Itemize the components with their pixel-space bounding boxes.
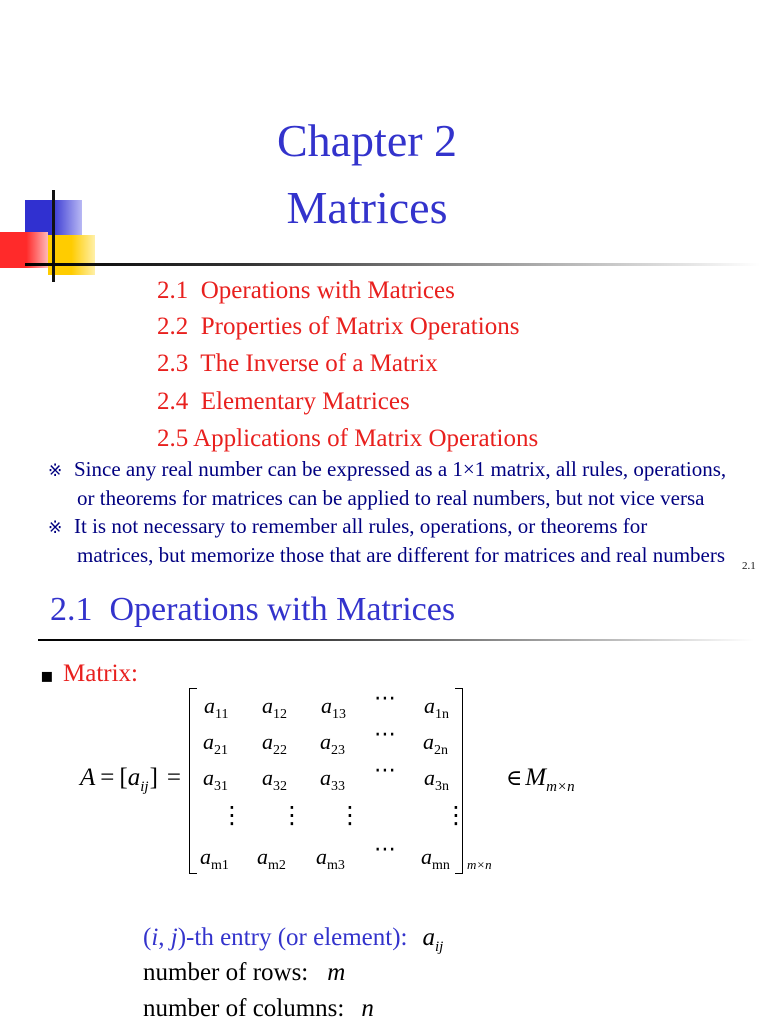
reference-mark-icon: ※ [48,518,63,538]
matrix-set: M [525,764,547,791]
entry-subscript: 11 [215,707,229,722]
vertical-ellipsis: ⋮ [444,801,468,829]
section-item: 2.5 Applications of Matrix Operations [157,425,539,452]
definition-rows [143,960,345,985]
entry-subscript: 32 [273,779,287,794]
entry-subscript: 1n [435,707,449,722]
entry-subscript: 31 [214,779,228,794]
entry-subscript: mn [432,858,450,873]
entry-subscript: m3 [327,858,345,873]
entry-base: a [262,765,273,790]
entry-subscript: 12 [273,707,287,722]
equals-sign: = [100,764,115,791]
reference-mark-icon: ※ [48,461,63,481]
matrix-entry [262,693,287,722]
matrix-entry [423,729,448,758]
open-bracket: [ [119,764,128,791]
entry-base: a [316,844,327,869]
definition-value-subscript: ij [435,939,444,955]
matrix-entry [203,765,228,794]
chapter-title: Chapter 2 [276,115,458,166]
logo-yellow-square [48,235,95,275]
element-of-symbol: ∈ [506,766,523,791]
entry-subscript: 33 [331,779,345,794]
matrix-right-bracket [455,688,463,874]
entry-base: a [424,693,435,718]
matrix-name: A [80,764,96,791]
definition-label: j [170,924,178,951]
entry-subscript: m1 [211,858,229,873]
entry-subscript: m2 [268,858,286,873]
entry-base: a [203,729,214,754]
matrix-left-bracket [189,688,197,874]
section-item: 2.2 Properties of Matrix Operations [157,313,520,340]
horizontal-ellipsis: ⋯ [374,758,396,783]
entry-base: a [423,729,434,754]
section-item: 2.1 Operations with Matrices [157,277,455,304]
matrix-entry [262,729,287,758]
matrix-entry [424,693,449,722]
matrix-entry [316,844,345,873]
matrix-entry [204,693,229,722]
entry-base: a [320,729,331,754]
definition-columns [143,996,374,1021]
matrix-set-membership [506,764,575,795]
entry-base: a [320,765,331,790]
entry-base: a [424,765,435,790]
generic-entry: a [127,764,141,791]
horizontal-ellipsis: ⋯ [374,722,396,747]
entry-subscript: 13 [332,707,346,722]
entry-subscript: ij [140,779,149,795]
section-item: 2.3 The Inverse of a Matrix [157,350,438,377]
definition-label: number of rows: [143,959,309,986]
entry-base: a [203,765,214,790]
matrix-entry [424,765,449,794]
matrix-entry [262,765,287,794]
note-line: It is not necessary to remember all rules, operations, or theorems for [74,514,648,538]
definition-label: )-th entry (or element): [177,924,408,951]
page-number: 2.1 [742,560,756,572]
matrix-entry [320,765,345,794]
matrix-entry [320,729,345,758]
entry-subscript: 22 [273,743,287,758]
heading-underline [38,639,754,641]
entry-base: a [257,844,268,869]
horizontal-ellipsis: ⋯ [374,686,396,711]
close-bracket: ] [149,764,158,791]
entry-base: a [204,693,215,718]
entry-base: a [262,729,273,754]
vertical-ellipsis: ⋮ [220,801,244,829]
entry-subscript: 3n [435,779,449,794]
note-line: Since any real number can be expressed as a 1×1 matrix, all rules, operations, [74,457,727,481]
definition-value: n [361,995,374,1022]
definition-label: ( [143,924,152,951]
title-divider [25,263,760,266]
matrix-set-subscript: m×n [546,779,575,795]
section-item: 2.4 Elementary Matrices [157,388,410,415]
matrix-entry [421,844,450,873]
matrix-size-subscript: m×n [467,857,492,872]
matrix-lhs [80,764,181,795]
entry-base: a [321,693,332,718]
definition-value: a [422,924,435,951]
matrix-entry [257,844,286,873]
equals-sign: = [166,764,181,791]
horizontal-ellipsis: ⋯ [374,837,396,862]
definition-label: number of columns: [143,995,345,1022]
matrix-entry [200,844,229,873]
vertical-ellipsis: ⋮ [338,801,362,829]
note-line: matrices, but memorize those that are different for matrices and real numbers [77,543,726,567]
vertical-ellipsis: ⋮ [280,801,304,829]
entry-subscript: 2n [434,743,448,758]
note-line: or theorems for matrices can be applied to real numbers, but not vice versa [77,486,705,510]
matrix-entry [203,729,228,758]
definition-value: m [327,959,346,986]
entry-base: a [200,844,211,869]
definition-label: , [158,924,171,951]
entry-base: a [262,693,273,718]
entry-subscript: 21 [214,743,228,758]
definition-entry [143,924,444,955]
bullet-square-icon: ▪ [40,663,54,687]
definition-label: i [151,924,159,951]
bullet-label: Matrix: [63,660,138,687]
matrix-entry [321,693,346,722]
entry-base: a [421,844,432,869]
entry-subscript: 23 [331,743,345,758]
chapter-subtitle: Matrices [286,182,448,233]
slide-heading: 2.1 Operations with Matrices [50,591,456,628]
